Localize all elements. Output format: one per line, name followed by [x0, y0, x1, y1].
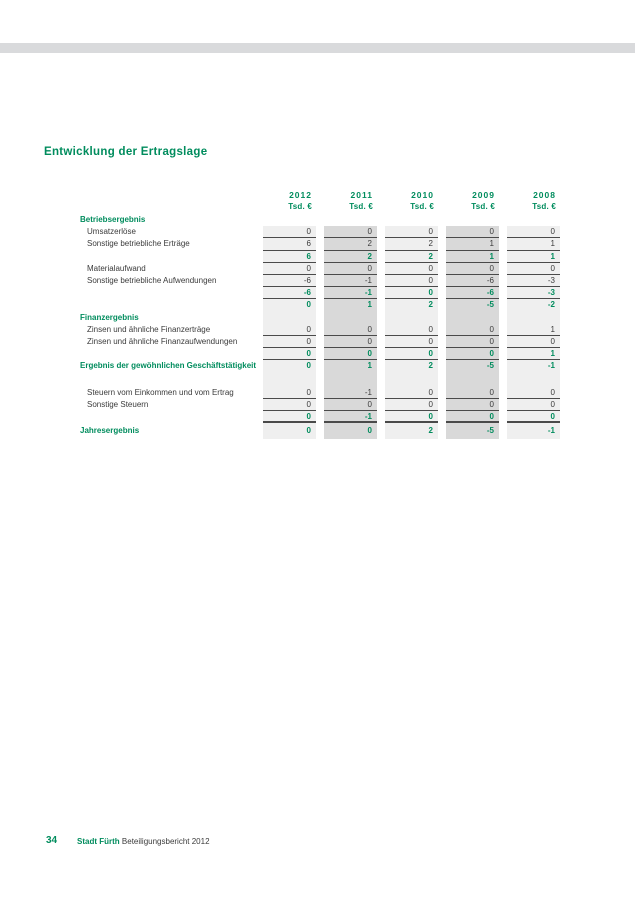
value-cell: 0: [263, 263, 316, 275]
value-cell: -1: [324, 411, 377, 423]
year-header: 2009: [472, 190, 495, 200]
table-row: [0, 263, 635, 275]
value-cell: 0: [385, 411, 438, 423]
value-cell: -5: [486, 361, 494, 371]
value-cell: 0: [385, 399, 438, 411]
value-cell: 0: [446, 336, 499, 348]
value-cell: 2: [428, 361, 433, 371]
footer-brand: Stadt Fürth: [77, 837, 120, 846]
value-cell: 2: [385, 251, 438, 263]
value-cell: -3: [507, 275, 560, 287]
value-cell: 2: [428, 300, 433, 310]
value-cell: 0: [263, 336, 316, 348]
value-cell: 0: [507, 411, 560, 423]
value-cell: -1: [547, 361, 555, 371]
value-cell: -1: [324, 275, 377, 287]
unit-header: Tsd. €: [288, 202, 312, 211]
table-row: [0, 251, 635, 263]
value-cell: 0: [263, 324, 316, 336]
unit-header: Tsd. €: [532, 202, 556, 211]
table-row: [0, 226, 635, 238]
year-header: 2008: [533, 190, 556, 200]
table-row: [0, 324, 635, 336]
value-cell: 0: [446, 226, 499, 238]
table-row: [0, 348, 635, 360]
row-label: Zinsen und ähnliche Finanzerträge: [87, 324, 211, 334]
value-cell: 0: [507, 336, 560, 348]
value-cell: 0: [446, 399, 499, 411]
year-header: 2011: [350, 190, 373, 200]
table-row: [0, 423, 635, 439]
value-cell: 1: [446, 251, 499, 263]
value-cell: 0: [263, 226, 316, 238]
value-cell: 0: [507, 399, 560, 411]
value-cell: 0: [324, 348, 377, 360]
value-cell: 0: [507, 263, 560, 275]
value-cell: 0: [385, 275, 438, 287]
table-row: [0, 214, 635, 226]
row-label: Materialaufwand: [87, 263, 146, 273]
value-cell: 2: [324, 238, 377, 250]
table-row: [0, 360, 635, 372]
value-cell: 0: [446, 411, 499, 423]
value-cell: 0: [324, 399, 377, 411]
row-label: Betriebsergebnis: [80, 215, 146, 224]
value-cell: 0: [385, 348, 438, 360]
year-header: 2010: [411, 190, 434, 200]
value-cell: 0: [385, 336, 438, 348]
row-label: Sonstige Steuern: [87, 399, 149, 409]
footer-line: [77, 837, 210, 846]
value-cell: -1: [547, 426, 555, 436]
row-label: Ergebnis der gewöhnlichen Geschäftstätigkeit: [80, 361, 257, 371]
value-cell: 2: [324, 251, 377, 263]
year-header: 2012: [289, 190, 312, 200]
value-cell: 0: [324, 324, 377, 336]
value-cell: 0: [446, 263, 499, 275]
table-row: [0, 411, 635, 423]
value-cell: 0: [446, 324, 499, 336]
value-cell: 0: [385, 263, 438, 275]
table-row: [0, 238, 635, 250]
table-row: [0, 287, 635, 299]
table-row: [0, 336, 635, 348]
value-cell: 0: [385, 287, 438, 299]
value-cell: 2: [428, 426, 433, 436]
value-cell: 1: [507, 238, 560, 250]
unit-header: Tsd. €: [349, 202, 373, 211]
value-cell: 2: [385, 238, 438, 250]
page-title: Entwicklung der Ertragslage: [44, 146, 208, 158]
table-row: [0, 312, 635, 324]
value-cell: 0: [446, 387, 499, 399]
row-label: Sonstige betriebliche Erträge: [87, 239, 190, 249]
row-label: Finanzergebnis: [80, 312, 139, 322]
table-row: [0, 299, 635, 311]
value-cell: 0: [385, 226, 438, 238]
row-label: Steuern vom Einkommen und vom Ertrag: [87, 387, 234, 397]
unit-header: Tsd. €: [471, 202, 495, 211]
footer-document-title: Beteiligungsbericht 2012: [121, 837, 210, 846]
page-footer: [0, 835, 635, 855]
value-cell: 1: [507, 251, 560, 263]
value-cell: 0: [385, 387, 438, 399]
value-cell: 0: [263, 387, 316, 399]
value-cell: 0: [263, 348, 316, 360]
value-cell: 0: [306, 426, 311, 436]
table-row: [0, 387, 635, 399]
row-label: Sonstige betriebliche Aufwendungen: [87, 276, 217, 285]
value-cell: 0: [263, 411, 316, 423]
value-cell: 1: [507, 348, 560, 360]
value-cell: 1: [507, 324, 560, 336]
value-cell: -6: [446, 287, 499, 299]
value-cell: -6: [263, 275, 316, 287]
value-cell: 0: [263, 399, 316, 411]
value-cell: -2: [547, 300, 555, 310]
table-row: [0, 399, 635, 411]
value-cell: 6: [263, 251, 316, 263]
value-cell: -1: [324, 287, 377, 299]
value-cell: 0: [324, 336, 377, 348]
value-cell: -6: [263, 287, 316, 299]
value-cell: 1: [367, 300, 372, 310]
value-cell: 0: [507, 387, 560, 399]
value-cell: -6: [446, 275, 499, 287]
value-cell: -1: [324, 387, 377, 399]
value-cell: -5: [486, 426, 494, 436]
value-cell: 1: [446, 238, 499, 250]
value-cell: 0: [306, 361, 311, 371]
value-cell: 0: [367, 426, 372, 436]
table-row: [0, 275, 635, 287]
row-label: Zinsen und ähnliche Finanzaufwendungen: [87, 337, 238, 346]
row-label: Jahresergebnis: [80, 426, 140, 436]
unit-header: Tsd. €: [410, 202, 434, 211]
value-cell: 0: [324, 263, 377, 275]
value-cell: -5: [486, 300, 494, 310]
value-cell: 0: [324, 226, 377, 238]
value-cell: 0: [385, 324, 438, 336]
value-cell: 0: [446, 348, 499, 360]
value-cell: 0: [507, 226, 560, 238]
table-row: [0, 373, 635, 387]
value-cell: -3: [507, 287, 560, 299]
value-cell: 0: [306, 300, 311, 310]
value-cell: 6: [263, 238, 316, 250]
row-label: Umsatzerlöse: [87, 227, 136, 237]
page-number: 34: [46, 835, 58, 846]
value-cell: 1: [367, 361, 372, 371]
